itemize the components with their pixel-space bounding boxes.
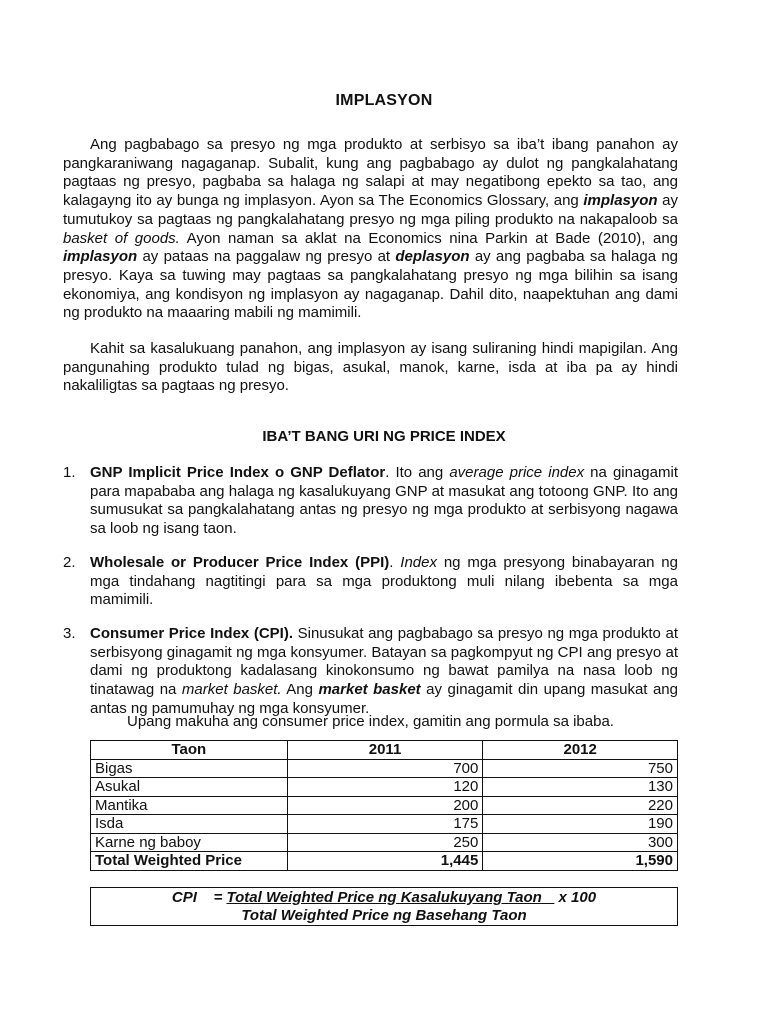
table-cell: 1,590: [483, 852, 678, 871]
list-item-text: na ginagamit para mapababa ang halaga ng kasalukuyang GNP at masukat ang totoong GNP. Ito ang sumusukat sa pangkalahatang antas ng presyo ng mga produkto at serbisyong nagawa sa loob ng isang taon.: [90, 464, 678, 538]
intro-text-3: Ayon naman sa aklat na Economics nina Parkin at Bade (2010), ang: [179, 229, 679, 247]
list-item-text: . Ito ang: [385, 464, 450, 481]
term-implasyon-1: implasyon: [583, 192, 658, 210]
table-row: [91, 815, 678, 834]
cpi-label: CPI: [171, 889, 197, 906]
list-item: [63, 625, 678, 719]
table-row: [91, 778, 678, 797]
list-item-italic: average price index: [449, 464, 585, 481]
second-paragraph: Kahit sa kasalukuang panahon, ang implasyon ay isang suliraning hindi mapigilan. Ang pangunahing produkto tulad ng bigas, asukal, manok, karne, isda at iba pa ay hindi nakaliligtas sa pagtaas ng presyo.: [63, 340, 678, 395]
table-cell: Karne ng baboy: [91, 833, 288, 852]
list-item-text: ay ginagamit din upang masukat ang antas ng pamumuhay ng mga konsyumer.: [90, 681, 678, 717]
intro-text-4: ay pataas na paggalaw ng presyo at: [137, 248, 396, 266]
table-cell: 130: [483, 778, 678, 797]
list-item: [63, 554, 678, 610]
cpi-denominator: Total Weighted Price ng Basehang Taon: [241, 907, 527, 924]
list-item-term: GNP Implicit Price Index o GNP Deflator: [90, 464, 386, 481]
cpi-formula-box: [90, 887, 678, 926]
table-header-row: [91, 741, 678, 760]
table-cell: 190: [483, 815, 678, 834]
cpi-equals: =: [213, 889, 223, 906]
table-header: 2011: [287, 741, 483, 760]
table-cell: Total Weighted Price: [91, 852, 288, 871]
table-row: [91, 833, 678, 852]
section-heading: IBA’T BANG URI NG PRICE INDEX: [262, 428, 506, 445]
intro-text-2: ay tumutukoy sa pagtaas ng pangkalahatang presyo ng mga piling produkto na nakapaloob sa: [63, 192, 678, 228]
table-cell: 200: [287, 796, 483, 815]
list-item: [63, 464, 678, 539]
list-item-term: Consumer Price Index (CPI).: [90, 625, 294, 642]
table-cell: 1,445: [287, 852, 483, 871]
cpi-numerator: Total Weighted Price ng Kasalukuyang Taon: [226, 889, 542, 906]
list-item-number: 2.: [63, 554, 76, 571]
term-basket-of-goods: basket of goods.: [63, 229, 180, 247]
intro-text-1: Ang pagbabago sa presyo ng mga produkto at serbisyo sa iba’t ibang panahon ay pangkaraniwang nagaganap. Subalit, kung ang pagbabago ay dulot ng pangkalahatang pagtaas ng presyo, pagbaba sa halaga ng salapi at may negatibong epekto sa tao, ang kalagayng ito ay bunga ng implasyon. Ayon sa The Economics Glossary, ang: [63, 136, 678, 210]
term-deplasyon: deplasyon: [395, 248, 470, 266]
list-item-italic: Index: [400, 554, 437, 571]
list-item-italic: market basket.: [181, 681, 282, 699]
page-title: IMPLASYON: [335, 92, 433, 109]
table-cell: Bigas: [91, 759, 288, 778]
table-cell: 250: [287, 833, 483, 852]
table-header: 2012: [483, 741, 678, 760]
list-item-text: Ang: [281, 681, 319, 699]
list-item-text: .: [389, 554, 401, 571]
intro-paragraph: [63, 136, 678, 323]
table-cell: Asukal: [91, 778, 288, 797]
table-row: [91, 796, 678, 815]
formula-intro: Upang makuha ang consumer price index, gamitin ang pormula sa ibaba.: [127, 713, 614, 730]
table-row: [91, 759, 678, 778]
table-cell: Mantika: [91, 796, 288, 815]
term-implasyon-2: implasyon: [63, 248, 138, 266]
list-item-number: 3.: [63, 625, 76, 642]
price-table: [90, 740, 678, 871]
table-cell: 750: [483, 759, 678, 778]
table-cell: 175: [287, 815, 483, 834]
table-header: Taon: [91, 741, 288, 760]
list-item-term: Wholesale or Producer Price Index (PPI): [90, 554, 390, 571]
list-item-number: 1.: [63, 464, 76, 481]
list-item-text: ng mga presyong binabayaran ng mga tindahang nagtitingi para sa mga produktong muli nilang ibebenta sa mga mamimili.: [90, 554, 678, 609]
cpi-multiplier: x 100: [558, 889, 597, 906]
intro-text-5: ay ang pagbaba sa halaga ng presyo. Kaya sa tuwing may pagtaas sa pangkalahatang presyo ng mga bilihin sa isang ekonomiya, ang kondisyon ng implasyon ay nagaganap. Dahil dito, naapektuhan ang dami ng produkto na maaaring mabili ng mamimili.: [63, 248, 679, 322]
list-item-text: Sinusukat ang pagbabago sa presyo ng mga produkto at serbisyong ginagamit ng mga konsyumer. Batayan sa pagkompyut ng CPI ang presyo at dami ng produktong kadalasang kinokonsumo ng bawat pamilya na nasa loob ng tinatawag na: [90, 625, 678, 699]
table-cell: 300: [483, 833, 678, 852]
table-cell: 220: [483, 796, 678, 815]
table-cell: 120: [287, 778, 483, 797]
list-item-bold-italic: market basket: [318, 681, 421, 699]
table-cell: 700: [287, 759, 483, 778]
table-total-row: [91, 852, 678, 871]
table-cell: Isda: [91, 815, 288, 834]
